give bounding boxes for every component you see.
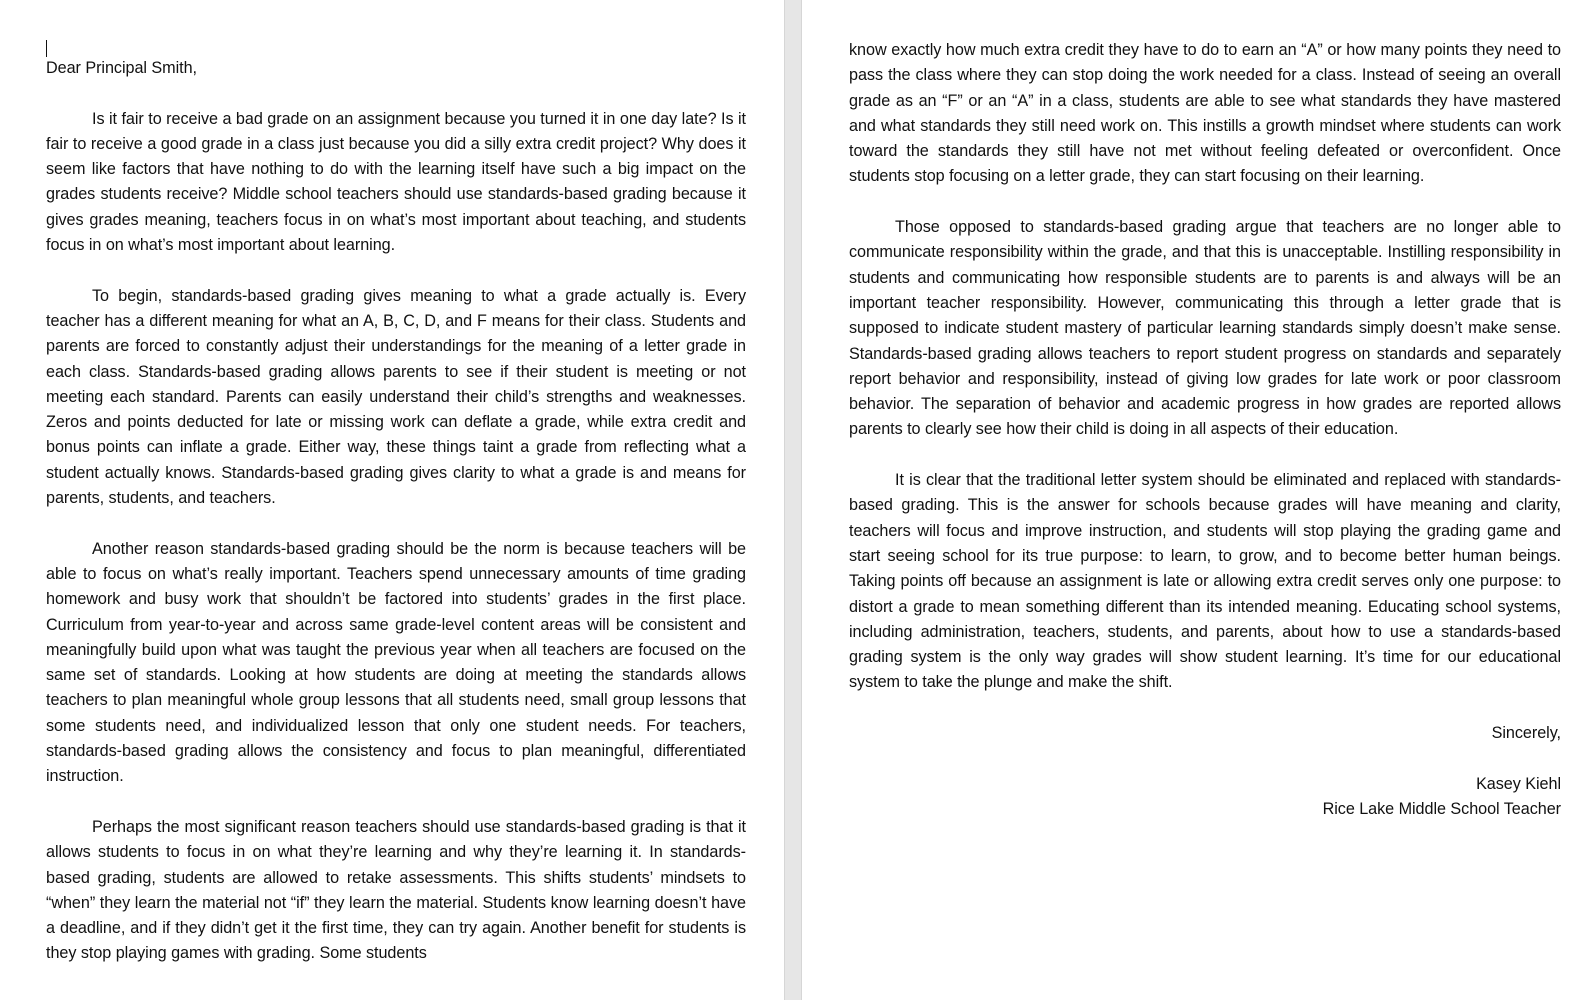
signature-title: Rice Lake Middle School Teacher <box>1322 799 1561 818</box>
closing: Sincerely, <box>1491 724 1561 743</box>
paragraph-students-part1: Perhaps the most significant reason teachers should use standards-based grading is that it allows students to focus in on what they’re learning and why they’re learning it. In standards-based grading, students are allowed to retake assessments. This shifts students’ mindsets to “when” they learn the material not “if” they learn the material. Students know learning doesn’t have a deadline, and if they didn’t get it the first time, they can try again. Another benefit for students is they stop playing games with grading. Some students <box>46 817 746 963</box>
paragraph-conclusion: It is clear that the traditional letter system should be eliminated and replaced with standards-based grading. This is the answer for schools because grades will have meaning and clarity, teachers will focus and improve instruction, and students will stop playing the grading game and start seeing school for its true purpose: to learn, to grow, and to become better human beings. Taking points off because an assignment is late or allowing extra credit serves only one purpose: to distort a grade to mean something different than its intended meaning. Educating school systems, including administration, teachers, students, and parents, about how to use a standards-based grading system is the only way grades will show student learning. It’s time for our educational system to take the plunge and make the shift. <box>849 471 1561 692</box>
document-page-left[interactable] <box>0 0 784 1000</box>
page-right-text[interactable] <box>849 38 1561 822</box>
paragraph-counterargument: Those opposed to standards-based grading argue that teachers are no longer able to communicate responsibility within the grade, and that this is unacceptable. Instilling responsibility in students and communicating how responsible students are to parents is and always will be an important teacher responsibility. However, communicating this through a letter grade that is supposed to indicate student mastery of particular learning standards simply doesn’t make sense. Standards-based grading allows teachers to report student progress on standards and separately report behavior and responsibility, instead of giving low grades for late work or poor classroom behavior. The separation of behavior and academic progress in how grades are reported allows parents to clearly see how their child is doing in all aspects of their education. <box>849 218 1561 439</box>
salutation: Dear Principal Smith, <box>46 59 197 77</box>
page-left-text[interactable] <box>46 56 746 992</box>
signature-name: Kasey Kiehl <box>1476 774 1561 793</box>
paragraph-meaning: To begin, standards-based grading gives meaning to what a grade actually is. Every teacher has a different meaning for what an A, B, C, D, and F means for their class. Students and parents are forced to constantly adjust their understandings for the meaning of a letter grade in each class. Standards-based grading allows parents to see if their student is meeting or not meeting each standard. Parents can easily understand their child’s strengths and weaknesses. Zeros and points deducted for late or missing work can deflate a grade, while extra credit and bonus points can inflate a grade. Either way, these things taint a grade from reflecting what a student actually knows. Standards-based grading gives clarity to what a grade is and means for parents, students, and teachers. <box>46 286 746 508</box>
paragraph-intro: Is it fair to receive a bad grade on an assignment because you turned it in one day late? Is it fair to receive a good grade in a class just because you did a silly extra credit project? Why does it seem like factors that have nothing to do with the learning itself have such a big impact on the grades students receive? Middle school teachers should use standards-based grading because it gives grades meaning, teachers focus in on what’s most important about teaching, and students focus in on what’s most important about learning. <box>46 109 746 255</box>
page-gutter <box>784 0 802 1000</box>
paragraph-students-part2: know exactly how much extra credit they have to do to earn an “A” or how many points they need to pass the class where they can stop doing the work needed for a class. Instead of seeing an overall grade as an “F” or an “A” in a class, students are able to see what standards they have mastered and what standards they still need work on. This instills a growth mindset where students can work toward the standards they still have not met without feeling defeated or overconfident. Once students stop focusing on a letter grade, they can start focusing on their learning. <box>849 41 1561 186</box>
document-page-right[interactable] <box>802 0 1590 1000</box>
text-cursor <box>46 40 47 57</box>
paragraph-teachers: Another reason standards-based grading should be the norm is because teachers will be able to focus on what’s really important. Teachers spend unnecessary amounts of time grading homework and busy work that shouldn’t be factored into students’ grades in the first place. Curriculum from year-to-year and across same grade-level content areas will be consistent and meaningfully build upon what was taught the previous year when all teachers are focused on the same set of standards. Looking at how students are doing at meeting the standards allows teachers to plan meaningful whole group lessons that all students need, small group lessons that some students need, and individualized lesson that only one student needs. For teachers, standards-based grading allows the consistency and focus to plan meaningful, differentiated instruction. <box>46 539 746 786</box>
